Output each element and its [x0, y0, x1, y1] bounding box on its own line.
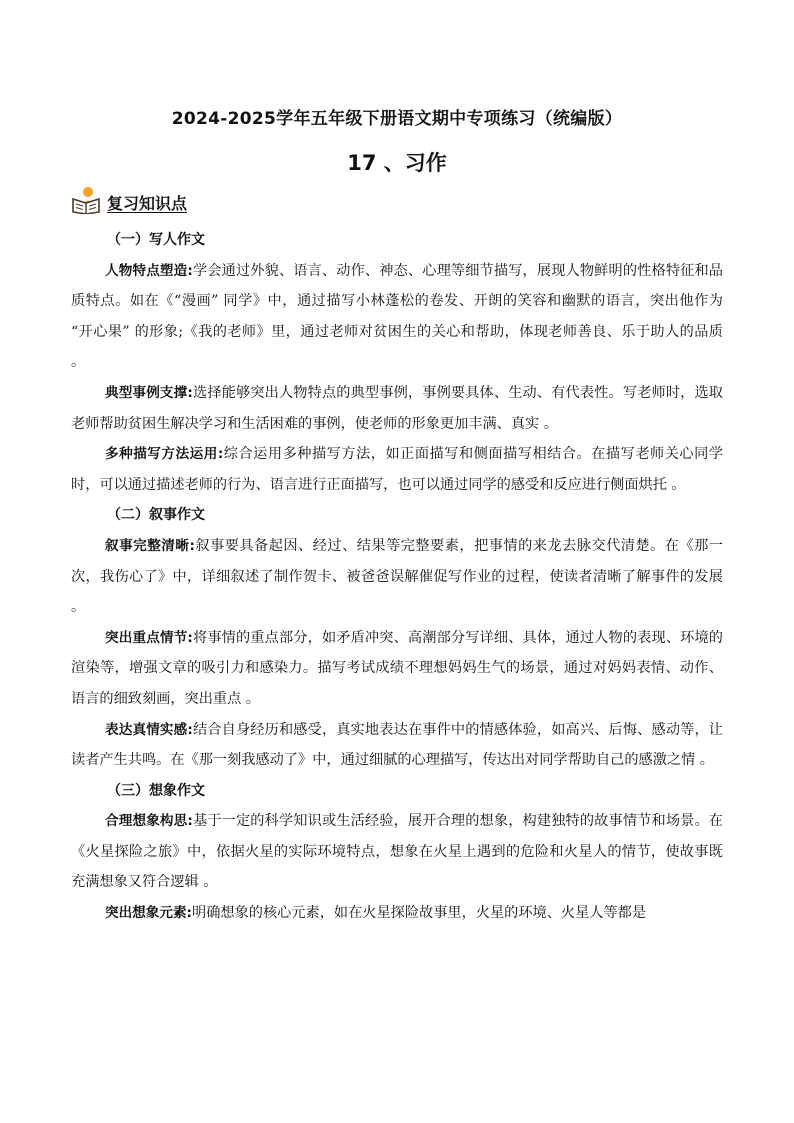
knowledge-paragraph [71, 898, 723, 929]
paragraph-term: 典型事例支撑: [105, 384, 193, 401]
book-person-icon [71, 186, 101, 218]
document-title: 2024-2025学年五年级下册语文期中专项练习（统编版） [171, 109, 623, 129]
category-heading: （二）叙事作文 [107, 507, 205, 524]
paragraph-text: 综合运用多种描写方法，如正面描写和侧面描写相结合。在描写老师关心同学时，可以通过描述老师的行为、语言进行正面描写，也可以通过同学的感受和反应进行侧面烘托 。 [71, 446, 724, 493]
category-heading: （三）想象作文 [107, 782, 205, 799]
category-heading: （一）写人作文 [107, 232, 205, 248]
knowledge-paragraph [71, 715, 723, 776]
paragraph-term: 合理想象构思: [105, 813, 193, 830]
paragraph-term: 人物特点塑造: [105, 262, 193, 279]
knowledge-paragraph [71, 623, 723, 715]
knowledge-paragraph [71, 378, 723, 439]
knowledge-paragraph [71, 256, 723, 378]
knowledge-paragraph [71, 531, 723, 623]
paragraph-term: 表达真情实感: [105, 721, 193, 738]
paragraph-text: 叙事要具备起因、经过、结果等完整要素，把事情的来龙去脉交代清楚。在《那一次，我伤心了》中，详细叙述了制作贺卡、被爸爸误解催促写作业的过程，使读者清晰了解事件的发展 。 [71, 537, 723, 616]
paragraph-term: 多种描写方法运用: [105, 446, 224, 463]
paragraph-term: 突出重点情节: [105, 629, 193, 646]
paragraph-text: 结合自身经历和感受，真实地表达在事件中的情感体验，如高兴、后悔、感动等，让读者产生共鸣。在《那一刻我感动了》中，通过细腻的心理描写，传达出对同学帮助自己的感激之情 。 [71, 721, 723, 769]
lesson-title: 17 、习作 [347, 151, 447, 175]
knowledge-paragraph [71, 439, 723, 500]
knowledge-paragraph [71, 806, 723, 898]
paragraph-text: 明确想象的核心元素，如在火星探险故事里，火星的环境、火星人等都是 [192, 905, 647, 922]
paragraph-text: 学会通过外貌、语言、动作、神态、心理等细节描写，展现人物鲜明的性格特征和品质特点。如在《“漫画” 同学》中，通过描写小林蓬松的卷发、开朗的笑容和幽默的语言，突出他作为 “开心果” 的形象;《我的老师》里，通过老师对贫困生的关心和帮助，体现老师善良、乐于助人的品质 。 [71, 262, 723, 371]
knowledge-content [71, 225, 723, 929]
paragraph-term: 叙事完整清晰: [105, 537, 195, 554]
section-header [71, 188, 187, 216]
paragraph-text: 基于一定的科学知识或生活经验，展开合理的想象，构建独特的故事情节和场景。在《火星探险之旅》中，依据火星的实际环境特点，想象在火星上遇到的危险和火星人的情节，使故事既充满想象又符合逻辑 。 [71, 813, 723, 891]
paragraph-text: 将事情的重点部分，如矛盾冲突、高潮部分写详细、具体，通过人物的表现、环境的渲染等，增强文章的吸引力和感染力。描写考试成绩不理想妈妈生气的场景，通过对妈妈表情、动作、语言的细致刻画，突出重点 。 [71, 629, 723, 707]
paragraph-text: 选择能够突出人物特点的典型事例，事例要具体、生动、有代表性。写老师时，选取老师帮助贫困生解决学习和生活困难的事例，使老师的形象更加丰满、真实 。 [71, 384, 723, 432]
section-label: 复习知识点 [107, 193, 188, 213]
paragraph-term: 突出想象元素: [105, 905, 192, 922]
